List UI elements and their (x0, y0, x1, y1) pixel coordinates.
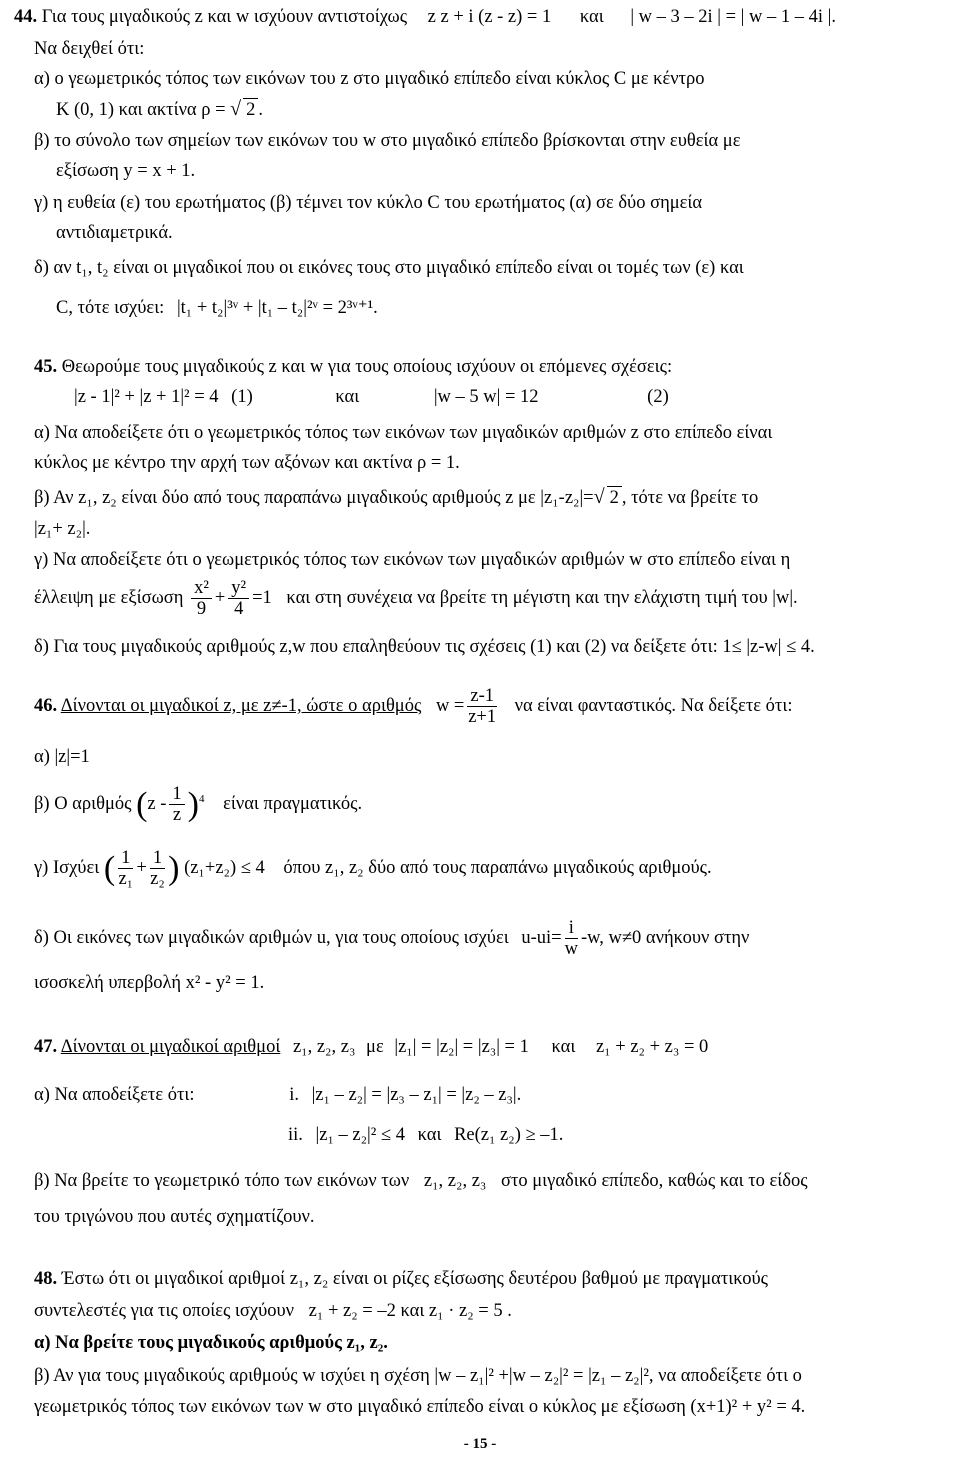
fraction: $\frac{1}{\text{z₁}}$ (118, 848, 134, 890)
problem-number: 48. (34, 1269, 58, 1289)
equation: | w – 3 – 2i | = | w – 1 – 4i |. (630, 7, 836, 27)
text-line: |z₁+ z₂|. (34, 519, 91, 539)
text-line: του τριγώνου που αυτές σχηματίζουν. (34, 1207, 315, 1227)
text-line: β) Ο αριθμός (z - $\frac{1}{z}$ )$^4$ είναι πραγματικός. (34, 784, 363, 826)
text-line: δ) Οι εικόνες των μιγαδικών αριθμών u, για τους οποίους ισχύει u-ui= $\frac{i}{w}$ -w, w≠0 ανήκουν στην (34, 918, 750, 960)
fraction: $\frac{1}{\text{z₂}}$ (150, 848, 165, 890)
text-line: α) Να βρείτε τους μιγαδικούς αριθμούς z₁, z₂. (34, 1333, 388, 1353)
text-line: β) το σύνολο των σημείων των εικόνων του w στο μιγαδικό επίπεδο βρίσκονται στην ευθεία με (34, 131, 741, 151)
fraction: $\frac{i}{w}$ (564, 918, 578, 960)
fraction: $\frac{z-1}{z+1}$ (468, 686, 497, 728)
problem-48-intro: 48. Έστω ότι οι μιγαδικοί αριθμοί z₁, z₂ είναι οι ρίζες εξίσωσης δευτέρου βαθμού με πραγματικούς (34, 1269, 768, 1289)
page-number: - 15 - (463, 1436, 497, 1452)
text-line: γ) η ευθεία (ε) του ερωτήματος (β) τέμνει τον κύκλο C του ερωτήματος (α) σε δύο σημεία (34, 193, 703, 213)
text-line: δ) αν t₁, t₂ είναι οι μιγαδικοί που οι εικόνες τους στο μιγαδικό επίπεδο είναι οι τομές των (ε) και (34, 258, 744, 278)
equation: |z₁ – z₂|² ≤ 4 (315, 1125, 405, 1145)
equation: |z₁| = |z₂| = |z₃| = 1 (394, 1037, 529, 1057)
text-line: ισοσκελή υπερβολή x² - y² = 1. (34, 973, 265, 993)
fraction: $\frac{1}{z}$ (169, 784, 184, 825)
problem-44-line-1: 44. Για τους μιγαδικούς z και w ισχύουν αντιστοίχως z z + i (z - z) = 1 και | w – 3 – 2i | = | w – 1 – 4i |. (14, 7, 836, 27)
text-line: ii. |z₁ – z₂|² ≤ 4 και Re(z₁ z₂) ≥ –1. (288, 1125, 564, 1145)
text-line: α) Να αποδείξετε ότι: i. |z₁ – z₂| = |z₃ – z₁| = |z₂ – z₃|. (34, 1085, 522, 1105)
problem-number: 47. (34, 1037, 58, 1057)
text-line: α) |z|=1 (34, 747, 90, 767)
problem-45-intro: 45. Θεωρούμε τους μιγαδικούς z και w για τους οποίους ισχύουν οι επόμενες σχέσεις: (34, 357, 673, 377)
text-line: εξίσωση y = x + 1. (56, 161, 196, 181)
equation: z₁ + z₂ + z₃ = 0 (595, 1037, 709, 1057)
text-line: Να δειχθεί ότι: (34, 39, 145, 59)
fraction: $\frac{\text{x²}}{9}$ (191, 578, 212, 619)
text-line: γ) Ισχύει ( $\frac{1}{\text{z₁}}$ + $\frac{1}{\text{z₂}}$ ) (z₁+z₂) ≤ 4 όπου z₁, z₂ δύο από τους παραπάνω μιγαδικούς αριθμούς. (34, 848, 712, 890)
equation: |z - 1|² + |z + 1|² = 4 (74, 387, 219, 407)
text-line: β) Αν z₁, z₂ είναι δύο από τους παραπάνω μιγαδικούς αριθμούς z με |z₁-z₂|=√ 2 , τότε να βρείτε το (34, 486, 759, 508)
equation: |w – 5 w| = 12 (433, 387, 539, 407)
text-line: συντελεστές για τις οποίες ισχύουν z₁ + z₂ = –2 και z₁ · z₂ = 5 . (34, 1301, 512, 1321)
equation: (z₁+z₂) ≤ 4 (184, 858, 265, 878)
equation: z₁ + z₂ = –2 και z₁ · z₂ = 5 . (308, 1301, 512, 1321)
text-line: K (0, 1) και ακτίνα ρ = √ 2 . (56, 98, 264, 120)
equation-line: |z - 1|² + |z + 1|² = 4 (1) και |w – 5 w| = 12 (2) (74, 387, 669, 407)
equation: Re(z₁ z₂) ≥ –1. (454, 1125, 564, 1145)
equation: |z₁ – z₂| = |z₃ – z₁| = |z₂ – z₃|. (311, 1085, 522, 1105)
text-line: β) Να βρείτε το γεωμετρικό τόπο των εικόνων των z₁, z₂, z₃ στο μιγαδικό επίπεδο, καθώς και το είδος (34, 1171, 808, 1191)
fraction: $\frac{\text{y²}}{4}$ (228, 578, 249, 619)
text-line: κύκλος με κέντρο την αρχή των αξόνων και ακτίνα ρ = 1. (34, 453, 460, 473)
equation: |t₁ + t₂|³ᵛ + |t₁ – t₂|²ᵛ = 2³ᵛ⁺¹. (176, 298, 378, 318)
text-line: γεωμετρικός τόπος των εικόνων των w στο μιγαδικό επίπεδο είναι ο κύκλος με εξίσωση (x+1)² + y² = 4. (34, 1397, 806, 1417)
text-line: C, τότε ισχύει: |t₁ + t₂|³ᵛ + |t₁ – t₂|²ᵛ = 2³ᵛ⁺¹. (56, 298, 378, 318)
text-line: αντιδιαμετρικά. (56, 223, 173, 243)
text-line: δ) Για τους μιγαδικούς αριθμούς z,w που επαληθεύουν τις σχέσεις (1) και (2) να δείξετε ότι: 1≤ |z-w| ≤ 4. (34, 637, 815, 657)
text-line: β) Αν για τους μιγαδικούς αριθμούς w ισχύει η σχέση |w – z₁|² +|w – z₂|² = |z₁ – z₂|², να αποδείξετε ότι ο (34, 1366, 802, 1386)
problem-46-intro: 46. Δίνονται οι μιγαδικοί z, με z≠-1, ώστε ο αριθμός w = $\frac{z-1}{z+1}$ να είναι φανταστικός. Να δείξετε ότι: (34, 686, 793, 728)
sqrt-icon: √ (593, 486, 605, 508)
text-line: α) Να αποδείξετε ότι ο γεωμετρικός τόπος των εικόνων των μιγαδικών αριθμών z στο επίπεδο είναι (34, 423, 773, 443)
problem-number: 45. (34, 357, 58, 377)
text-line: γ) Να αποδείξετε ότι ο γεωμετρικός τόπος των εικόνων των μιγαδικών αριθμών w στο επίπεδο είναι η (34, 550, 791, 570)
equation: z z + i (z - z) = 1 (427, 7, 552, 27)
problem-number: 46. (34, 696, 58, 716)
text-line: α) ο γεωμετρικός τόπος των εικόνων του z στο μιγαδικό επίπεδο είναι κύκλος C με κέντρο (34, 69, 705, 89)
text-line: έλλειψη με εξίσωση $\frac{\text{x²}}{9}$ + $\frac{\text{y²}}{4}$ =1 και στη συνέχεια να βρείτε τη μέγιστη και την ελάχιστη τιμή του |w|. (34, 578, 798, 620)
problem-47-intro: 47. Δίνονται οι μιγαδικοί αριθμοί z₁, z₂, z₃ με |z₁| = |z₂| = |z₃| = 1 και z₁ + z₂ + z₃ = 0 (34, 1037, 709, 1057)
problem-number: 44. (14, 7, 38, 27)
sqrt-icon: √ (230, 98, 242, 120)
